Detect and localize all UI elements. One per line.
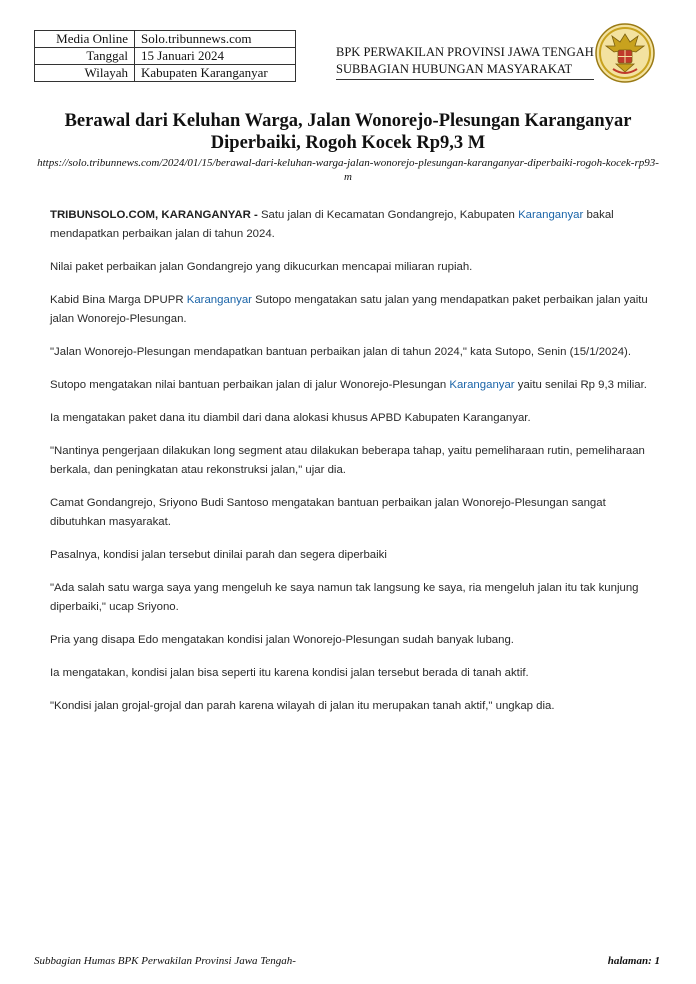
paragraph <box>50 206 650 244</box>
paragraph: Camat Gondangrejo, Sriyono Budi Santoso mengatakan bantuan perbaikan jalan Wonorejo-Plesungan sangat dibutuhkan masyarakat. <box>50 497 606 528</box>
header-divider <box>336 79 594 80</box>
footer-source: Subbagian Humas BPK Perwakilan Provinsi Jawa Tengah- <box>34 955 296 967</box>
region-label: Wilayah <box>35 65 135 82</box>
keyword-link[interactable]: Karanganyar <box>186 294 252 306</box>
paragraph: Pria yang disapa Edo mengatakan kondisi jalan Wonorejo-Plesungan sudah banyak lubang. <box>50 634 514 646</box>
region-value: Kabupaten Karanganyar <box>135 65 296 82</box>
paragraph <box>50 376 650 395</box>
date-value: 15 Januari 2024 <box>135 48 296 65</box>
date-label: Tanggal <box>35 48 135 65</box>
paragraph-text: yaitu senilai Rp 9,3 miliar. <box>514 379 647 391</box>
keyword-link[interactable]: Karanganyar <box>518 209 584 221</box>
agency-header <box>336 44 594 78</box>
paragraph-text: Sutopo mengatakan nilai bantuan perbaikan jalan di jalur Wonorejo-Plesungan <box>50 379 450 391</box>
dateline: TRIBUNSOLO.COM, KARANGANYAR - <box>50 209 258 221</box>
paragraph: Nilai paket perbaikan jalan Gondangrejo yang dikucurkan mencapai miliaran rupiah. <box>50 261 473 273</box>
region-info-row <box>35 65 296 82</box>
paragraph: "Nantinya pengerjaan dilakukan long segment atau dilakukan beberapa tahap, yaitu pemeliharaan rutin, pemeliharaan berkala, dan peningkatan atau rekonstruksi jalan," ujar dia. <box>50 445 645 476</box>
paragraph-text: Kabid Bina Marga DPUPR <box>50 294 187 306</box>
media-info-table <box>34 30 296 82</box>
garuda-emblem-icon <box>594 22 656 84</box>
paragraph: "Ada salah satu warga saya yang mengeluh ke saya namun tak langsung ke saya, ria mengeluh jalan itu tak kunjung diperbaiki," ucap Sriyono. <box>50 582 639 613</box>
agency-division: SUBBAGIAN HUBUNGAN MASYARAKAT <box>336 62 573 76</box>
paragraph-text: bakal mendapatkan perbaikan jalan di tahun 2024. <box>50 209 614 240</box>
paragraph-text: Sutopo mengatakan satu jalan yang mendapatkan paket perbaikan jalan yaitu jalan Wonorejo-Plesungan. <box>50 294 648 325</box>
keyword-link[interactable]: Karanganyar <box>449 379 515 391</box>
article-title: Berawal dari Keluhan Warga, Jalan Wonorejo-Plesungan Karanganyar Diperbaiki, Rogoh Kocek Rp9,3 M <box>64 111 632 153</box>
article-url: https://solo.tribunnews.com/2024/01/15/berawal-dari-keluhan-warga-jalan-wonorejo-plesungan-karanganyar-diperbaiki-rogoh-kocek-rp93-m <box>37 157 659 183</box>
media-info-row <box>35 31 296 48</box>
date-info-row <box>35 48 296 65</box>
paragraph: Ia mengatakan paket dana itu diambil dari dana alokasi khusus APBD Kabupaten Karanganyar. <box>50 412 531 424</box>
paragraph: "Jalan Wonorejo-Plesungan mendapatkan bantuan perbaikan jalan di tahun 2024," kata Sutopo, Senin (15/1/2024). <box>50 346 631 358</box>
paragraph <box>50 291 650 329</box>
article-body <box>50 206 650 730</box>
paragraph: Ia mengatakan, kondisi jalan bisa seperti itu karena kondisi jalan tersebut berada di tanah aktif. <box>50 667 529 679</box>
media-label: Media Online <box>35 31 135 48</box>
media-value: Solo.tribunnews.com <box>135 31 296 48</box>
paragraph: Pasalnya, kondisi jalan tersebut dinilai parah dan segera diperbaiki <box>50 549 387 561</box>
agency-name: BPK PERWAKILAN PROVINSI JAWA TENGAH <box>336 45 594 59</box>
paragraph-text: Satu jalan di Kecamatan Gondangrejo, Kabupaten <box>257 209 519 221</box>
paragraph: "Kondisi jalan grojal-grojal dan parah karena wilayah di jalan itu merupakan tanah aktif," ungkap dia. <box>50 700 555 712</box>
page-number: halaman: 1 <box>607 955 660 967</box>
